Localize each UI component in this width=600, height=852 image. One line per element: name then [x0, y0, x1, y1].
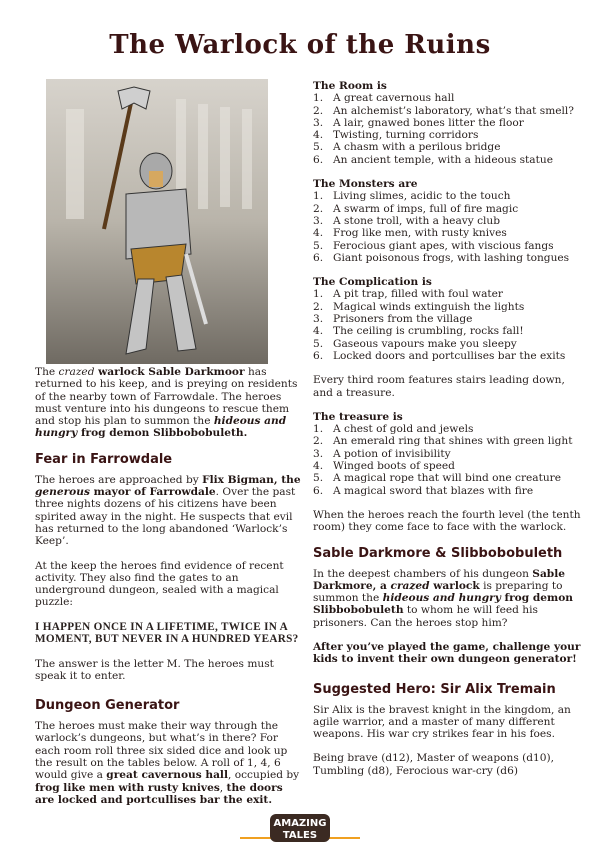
emphasis: crazed [390, 579, 430, 592]
item-text: A chasm with a perilous bridge [333, 141, 501, 154]
list-item [313, 435, 588, 447]
text: . Over the past three nights dozens of his citizens have been spirited away in the night. He suspects that evil has returned to the long abandoned ‘Warlock’s Keep’. [35, 486, 296, 548]
item-text: Magical winds extinguish the lights [333, 300, 525, 313]
item-text: An emerald ring that shines with green light [333, 435, 573, 448]
item-number: 4. [313, 460, 324, 473]
demon-name: frog demon Slibbobobuleth. [77, 427, 248, 440]
table-monsters [313, 178, 588, 264]
item-number: 6. [313, 484, 324, 497]
item-number: 2. [313, 435, 324, 448]
emphasis: great cavernous hall [106, 769, 228, 782]
item-number: 6. [313, 349, 324, 362]
text: , [219, 781, 227, 794]
item-text: An alchemist’s laboratory, what’s that smell? [333, 104, 574, 117]
list-item [313, 240, 588, 252]
text: to whom he will feed his prisoners. Can the heroes stop him? [313, 604, 538, 629]
item-text: Locked doors and portcullises bar the exits [333, 349, 566, 362]
hero-traits: Being brave (d12), Master of weapons (d10), Tumbling (d8), Ferocious war-cry (d6) [313, 752, 555, 777]
emphasis: hideous and hungry [382, 592, 501, 605]
item-number: 2. [313, 300, 324, 313]
item-number: 6. [313, 153, 324, 166]
logo-line1: AMAZING [273, 818, 327, 829]
item-text: Twisting, turning corridors [333, 129, 479, 142]
generator-paragraph [35, 720, 305, 806]
list-item [313, 105, 588, 117]
list-item [313, 448, 588, 460]
item-number: 3. [313, 313, 324, 326]
section-heading-sable: Sable Darkmore & Slibbobobuleth [313, 545, 563, 561]
item-number: 1. [313, 423, 324, 436]
list-item [313, 485, 588, 497]
sable-paragraph [313, 568, 588, 629]
item-text: Ferocious giant apes, with viscious fangs [333, 239, 554, 252]
table-treasure [313, 411, 588, 497]
left-column [35, 366, 305, 818]
text: The heroes must make their way through the warlock’s dungeons, but what’s in there? For each room roll three six sided dice and look up the result on the tables below. A roll of 1, 4, 6 would give a [35, 720, 288, 782]
mayor-name: Flix Bigman, the [202, 473, 301, 486]
item-text: A pit trap, filled with foul water [333, 288, 503, 301]
list-item [313, 472, 588, 484]
item-text: Winged boots of speed [333, 460, 455, 473]
item-text: A magical sword that blazes with fire [333, 484, 534, 497]
item-number: 3. [313, 116, 324, 129]
item-text: A stone troll, with a heavy club [333, 214, 501, 227]
emphasis: warlock [429, 579, 480, 592]
item-text: A great cavernous hall [333, 92, 455, 105]
item-number: 5. [313, 337, 324, 350]
text: has returned to his keep, and is preying on residents of the nearby town of Farrowdale. The heroes must venture into his dungeons to rescue them and stop his plan to summon the [35, 366, 298, 428]
item-number: 2. [313, 202, 324, 215]
item-number: 6. [313, 251, 324, 264]
list-item [313, 325, 588, 337]
challenge-text: After you’ve played the game, challenge your kids to invent their own dungeon generator! [313, 640, 581, 666]
list-item [313, 338, 588, 350]
item-number: 4. [313, 129, 324, 142]
list-item [313, 215, 588, 227]
list-item [313, 460, 588, 472]
right-column [313, 80, 588, 789]
emphasis: crazed [58, 366, 95, 378]
table-room [313, 80, 588, 166]
table-title: The Room is [313, 80, 387, 92]
item-number: 5. [313, 239, 324, 252]
list-item [313, 301, 588, 313]
item-number: 1. [313, 288, 324, 301]
list-item [313, 288, 588, 300]
item-text: A swarm of imps, full of fire magic [333, 202, 519, 215]
item-number: 4. [313, 325, 324, 338]
section-heading-hero: Suggested Hero: Sir Alix Tremain [313, 681, 556, 697]
item-text: A potion of invisibility [333, 447, 451, 460]
character-name: Sable Darkmore, a [313, 567, 565, 592]
item-text: Living slimes, acidic to the touch [333, 190, 511, 203]
item-number: 5. [313, 141, 324, 154]
list-item [313, 313, 588, 325]
list-item [313, 92, 588, 104]
list-item [313, 141, 588, 153]
riddle: I HAPPEN ONCE IN A LIFETIME, TWICE IN A MOMENT, BUT NEVER IN A HUNDRED YEARS? [35, 620, 299, 646]
answer-paragraph: The answer is the letter M. The heroes must speak it to enter. [35, 657, 274, 682]
section-heading-generator: Dungeon Generator [35, 698, 180, 714]
every-third-paragraph: Every third room features stairs leading down, and a treasure. [313, 374, 565, 399]
table-title: The Monsters are [313, 178, 418, 191]
logo-mark [238, 810, 362, 844]
list-item [313, 129, 588, 141]
text: , occupied by [228, 769, 300, 782]
logo-line2: TALES [282, 830, 318, 841]
list-item [313, 423, 588, 435]
hero-description: Sir Alix is the bravest knight in the kingdom, an agile warrior, and a master of many different weapons. His war cry strikes fear in his foes. [313, 703, 571, 741]
item-text: Giant poisonous frogs, with lashing tongues [333, 251, 570, 264]
list-item [313, 350, 588, 362]
text: is preparing to summon the [313, 579, 563, 605]
fourth-level-paragraph: When the heroes reach the fourth level (the tenth room) they come face to face with the warlock. [313, 508, 581, 534]
knight-illustration [46, 79, 268, 364]
mayor-title: mayor of Farrowdale [89, 486, 216, 499]
item-text: Prisoners from the village [333, 313, 473, 326]
list-item [313, 154, 588, 166]
text: The [35, 366, 59, 378]
table-title: The Complication is [313, 276, 432, 289]
challenge-paragraph [313, 641, 588, 666]
demon-name: frog demon Slibbobobuleth [313, 592, 573, 617]
list-item [313, 203, 588, 215]
item-number: 2. [313, 104, 324, 117]
item-number: 1. [313, 92, 324, 105]
list-item [313, 252, 588, 264]
character-name: warlock Sable Darkmoor [94, 366, 245, 378]
list-item [313, 117, 588, 129]
table-title: The treasure is [313, 410, 403, 423]
text: The heroes are approached by [35, 473, 203, 486]
text: In the deepest chambers of his dungeon [313, 567, 533, 580]
item-text: The ceiling is crumbling, rocks fall! [333, 325, 524, 338]
section-heading-fear: Fear in Farrowdale [35, 451, 173, 467]
item-number: 4. [313, 227, 324, 240]
item-number: 3. [313, 447, 324, 460]
amazing-tales-logo [238, 810, 362, 844]
list-item [313, 227, 588, 239]
emphasis: the doors are locked and portcullises bar the exit. [35, 781, 283, 806]
item-number: 5. [313, 472, 324, 485]
keep-paragraph: At the keep the heroes find evidence of recent activity. They also find the gates to an underground dungeon, sealed with a magical puzzle: [35, 559, 284, 609]
fear-paragraph [35, 474, 305, 548]
item-text: A lair, gnawed bones litter the floor [333, 116, 524, 129]
table-complication [313, 276, 588, 362]
item-text: An ancient temple, with a hideous statue [333, 153, 553, 166]
knight-figure [46, 79, 268, 364]
item-number: 1. [313, 190, 324, 203]
item-number: 3. [313, 214, 324, 227]
emphasis: frog like men with rusty knives [35, 781, 220, 794]
emphasis: hideous and hungry [35, 415, 287, 440]
item-text: A chest of gold and jewels [333, 423, 474, 436]
item-text: Frog like men, with rusty knives [333, 227, 507, 240]
list-item [313, 190, 588, 202]
item-text: A magical rope that will bind one creature [333, 472, 562, 485]
page-title: The Warlock of the Ruins [109, 30, 491, 60]
intro-paragraph [35, 366, 305, 440]
emphasis: generous [35, 486, 90, 499]
item-text: Gaseous vapours make you sleepy [333, 337, 517, 350]
